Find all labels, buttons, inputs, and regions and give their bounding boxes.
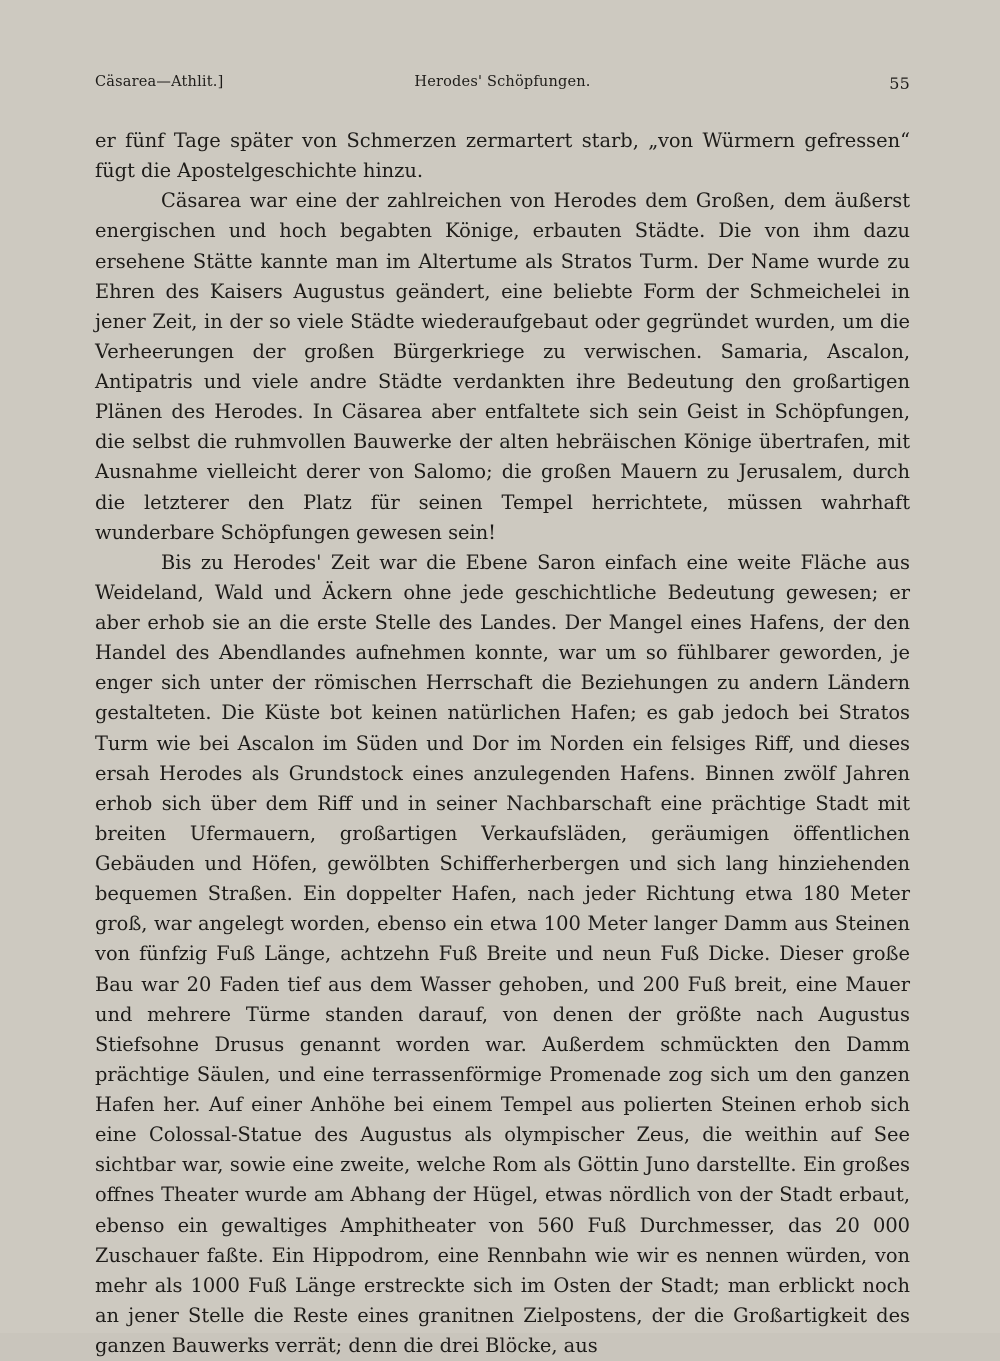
- paragraph-continuation: er fünf Tage später von Schmerzen zermartert starb, „von Würmern gefressen“ fügt die Apostelgeschichte hinzu.: [95, 129, 910, 183]
- page-number: 55: [889, 74, 910, 93]
- paragraph-caesarea: Cäsarea war eine der zahlreichen von Herodes dem Großen, dem äußerst energischen und hoch begabten Könige, erbauten Städte. Die von ihm dazu ersehene Stätte kannte man im Altertume als Stratos Turm. Der Name wurde zu Ehren des Kaisers Augustus geändert, eine beliebte Form der Schmeichelei in jener Zeit, in der so viele Städte wiederaufgebaut oder gegründet wurden, um die Verheerungen der großen Bürgerkriege zu verwischen. Samaria, Ascalon, Antipatris und viele andre Städte verdankten ihre Bedeutung den großartigen Plänen des Herodes. In Cäsarea aber entfaltete sich sein Geist in Schöpfungen, die selbst die ruhmvollen Bauwerke der alten hebräischen Könige übertrafen, mit Ausnahme vielleicht derer von Salomo; die großen Mauern zu Jerusalem, durch die letzterer den Platz für seinen Tempel herrichtete, müssen wahrhaft wunderbare Schöpfungen gewesen sein!: [95, 189, 910, 544]
- body-text: [95, 126, 910, 1361]
- chapter-title: Herodes' Schöpfungen.: [414, 74, 591, 90]
- section-reference: Cäsarea—Athlit.]: [95, 74, 224, 90]
- paragraph-herodes-harbor: Bis zu Herodes' Zeit war die Ebene Saron einfach eine weite Fläche aus Weideland, Wald und Äckern ohne jede geschichtliche Bedeutung gewesen; er aber erhob sie an die erste Stelle des Landes. Der Mangel eines Hafens, der den Handel des Abendlandes aufnehmen konnte, war um so fühlbarer geworden, je enger sich unter der römischen Herrschaft die Beziehungen zu andern Ländern gestalteten. Die Küste bot keinen natürlichen Hafen; es gab jedoch bei Stratos Turm wie bei Ascalon im Süden und Dor im Norden ein felsiges Riff, und dieses ersah Herodes als Grundstock eines anzulegenden Hafens. Binnen zwölf Jahren erhob sich über dem Riff und in seiner Nachbarschaft eine prächtige Stadt mit breiten Ufermauern, großartigen Verkaufsläden, geräumigen öffentlichen Gebäuden und Höfen, gewölbten Schifferherbergen und sich lang hinziehenden bequemen Straßen. Ein doppelter Hafen, nach jeder Richtung etwa 180 Meter groß, war angelegt worden, ebenso ein etwa 100 Meter langer Damm aus Steinen von fünfzig Fuß Länge, achtzehn Fuß Breite und neun Fuß Dicke. Dieser große Bau war 20 Faden tief aus dem Wasser gehoben, und 200 Fuß breit, eine Mauer und mehrere Türme standen darauf, von denen der größte nach Augustus Stiefsohne Drusus genannt worden war. Außerdem schmückten den Damm prächtige Säulen, und eine terrassenförmige Promenade zog sich um den ganzen Hafen her. Auf einer Anhöhe bei einem Tempel aus polierten Steinen erhob sich eine Colossal-Statue des Augustus als olympischer Zeus, die weithin auf See sichtbar war, sowie eine zweite, welche Rom als Göttin Juno darstellte. Ein großes offnes Theater wurde am Abhang der Hügel, etwas nördlich von der Stadt erbaut, ebenso ein gewaltiges Amphitheater von 560 Fuß Durchmesser, das 20 000 Zuschauer faßte. Ein Hippodrom, eine Rennbahn wie wir es nennen würden, von mehr als 1000 Fuß Länge erstreckte sich im Osten der Stadt; man erblickt noch an jener Stelle die Reste eines granitnen Zielpostens, der die Großartigkeit des ganzen Bauwerks verrät; denn die drei Blöcke, aus: [95, 550, 910, 1357]
- running-head: [95, 74, 910, 100]
